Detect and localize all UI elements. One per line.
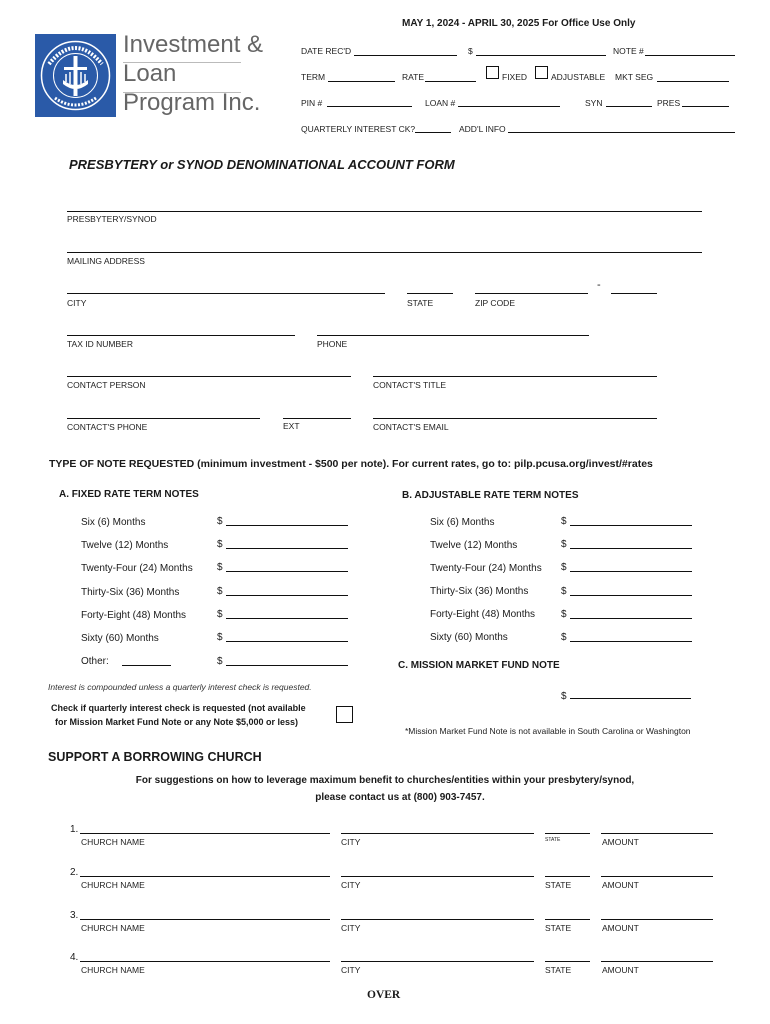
support-row-number: 4. xyxy=(70,952,79,963)
fixed-label: FIXED xyxy=(502,72,528,82)
church-name-field[interactable] xyxy=(80,833,330,834)
church-city-field[interactable] xyxy=(341,961,534,962)
city-label: CITY xyxy=(67,298,87,308)
contact-person-field[interactable] xyxy=(67,376,351,377)
fixed-heading: A. FIXED RATE TERM NOTES xyxy=(59,489,199,500)
church-name-field[interactable] xyxy=(80,961,330,962)
quarterly-ck-field[interactable] xyxy=(415,132,451,133)
fixed-dollar-sign: $ xyxy=(217,562,223,573)
fixed-term-36: Thirty-Six (36) Months xyxy=(81,587,180,598)
support-line-1: For suggestions on how to leverage maximum benefit to churches/entities within your presbytery/synod, xyxy=(135,775,635,786)
date-recd-label: DATE REC'D xyxy=(301,46,352,56)
city-field[interactable] xyxy=(67,293,385,294)
fixed-term-6: Six (6) Months xyxy=(81,517,146,528)
tax-id-label: TAX ID NUMBER xyxy=(67,339,133,349)
church-name-label: CHURCH NAME xyxy=(81,965,145,975)
mailing-label: MAILING ADDRESS xyxy=(67,256,145,266)
church-state-field[interactable] xyxy=(545,833,590,834)
adj-amount-field[interactable] xyxy=(570,618,692,619)
adj-amount-field[interactable] xyxy=(570,571,692,572)
church-name-field[interactable] xyxy=(80,919,330,920)
fixed-term-48: Forty-Eight (48) Months xyxy=(81,610,187,621)
church-amount-label: AMOUNT xyxy=(602,965,639,975)
adj-term-12: Twelve (12) Months xyxy=(430,540,518,551)
adj-amount-field[interactable] xyxy=(570,641,692,642)
mission-footnote: *Mission Market Fund Note is not available in South Carolina or Washington xyxy=(405,726,691,736)
note-type-heading: TYPE OF NOTE REQUESTED (minimum investment - $500 per note). For current rates, go to: pilp.pcusa.org/invest/#rates xyxy=(49,458,653,470)
logo-line-1: Investment & xyxy=(123,31,264,58)
mission-heading: C. MISSION MARKET FUND NOTE xyxy=(398,660,560,671)
contact-title-field[interactable] xyxy=(373,376,657,377)
loan-label: LOAN # xyxy=(425,98,456,108)
mission-amount-field[interactable] xyxy=(570,698,691,699)
adj-term-48: Forty-Eight (48) Months xyxy=(430,609,536,620)
fixed-term-12: Twelve (12) Months xyxy=(81,540,169,551)
church-state-field[interactable] xyxy=(545,919,590,920)
over-label: OVER xyxy=(367,989,401,1001)
rate-field[interactable] xyxy=(425,81,476,82)
church-city-label: CITY xyxy=(341,965,361,975)
support-row-number: 1. xyxy=(70,824,79,835)
adj-dollar-sign: $ xyxy=(561,539,567,550)
fixed-dollar-sign: $ xyxy=(217,656,223,667)
presbyterian-seal-logo xyxy=(35,34,116,117)
fixed-other-field[interactable] xyxy=(122,665,171,666)
pin-label: PIN # xyxy=(301,98,323,108)
fixed-amount-field[interactable] xyxy=(226,641,348,642)
presbytery-label: PRESBYTERY/SYNOD xyxy=(67,214,157,224)
note-label: NOTE # xyxy=(613,46,644,56)
adj-term-6: Six (6) Months xyxy=(430,517,495,528)
church-city-field[interactable] xyxy=(341,876,534,877)
logo-line-3: Program Inc. xyxy=(123,89,261,116)
support-row-number: 3. xyxy=(70,910,79,921)
contact-person-label: CONTACT PERSON xyxy=(67,380,146,390)
quarterly-check-line-2: for Mission Market Fund Note or any Note $5,000 or less) xyxy=(55,717,299,727)
note-field[interactable] xyxy=(645,55,735,56)
church-state-label: STATE xyxy=(545,965,572,975)
syn-label: SYN xyxy=(585,98,603,108)
adj-term-60: Sixty (60) Months xyxy=(430,632,508,643)
compound-note: Interest is compounded unless a quarterly interest check is requested. xyxy=(48,682,312,692)
adjustable-checkbox[interactable] xyxy=(535,66,548,79)
state-field[interactable] xyxy=(407,293,453,294)
contact-phone-field[interactable] xyxy=(67,418,260,419)
fixed-amount-field[interactable] xyxy=(226,618,348,619)
fixed-amount-field[interactable] xyxy=(226,665,348,666)
church-state-label: STATE xyxy=(545,837,561,843)
date-recd-field[interactable] xyxy=(354,55,457,56)
support-row-number: 2. xyxy=(70,867,79,878)
church-city-field[interactable] xyxy=(341,833,534,834)
mission-dollar: $ xyxy=(561,691,567,702)
contact-email-label: CONTACT'S EMAIL xyxy=(373,422,449,432)
presbytery-field[interactable] xyxy=(67,211,702,212)
church-amount-field[interactable] xyxy=(601,833,713,834)
fixed-amount-field[interactable] xyxy=(226,571,348,572)
zip-field[interactable] xyxy=(475,293,588,294)
church-amount-field[interactable] xyxy=(601,919,713,920)
rate-label: RATE xyxy=(402,72,425,82)
mkt-seg-label: MKT SEG xyxy=(615,72,654,82)
adj-term-24: Twenty-Four (24) Months xyxy=(430,563,542,574)
church-state-label: STATE xyxy=(545,880,572,890)
fixed-term-60: Sixty (60) Months xyxy=(81,633,159,644)
adj-term-36: Thirty-Six (36) Months xyxy=(430,586,529,597)
logo-wordmark xyxy=(123,30,263,117)
church-name-label: CHURCH NAME xyxy=(81,923,145,933)
fixed-amount-field[interactable] xyxy=(226,525,348,526)
contact-email-field[interactable] xyxy=(373,418,657,419)
adj-amount-field[interactable] xyxy=(570,548,692,549)
ext-field[interactable] xyxy=(283,418,351,419)
fixed-checkbox[interactable] xyxy=(486,66,499,79)
seal-icon xyxy=(35,34,116,117)
adj-dollar-sign: $ xyxy=(561,609,567,620)
contact-phone-label: CONTACT'S PHONE xyxy=(67,422,148,432)
church-state-field[interactable] xyxy=(545,961,590,962)
office-dollar-label: $ xyxy=(468,46,473,56)
fixed-dollar-sign: $ xyxy=(217,586,223,597)
pin-field[interactable] xyxy=(327,106,412,107)
fixed-dollar-sign: $ xyxy=(217,609,223,620)
church-name-label: CHURCH NAME xyxy=(81,880,145,890)
fixed-amount-field[interactable] xyxy=(226,595,348,596)
quarterly-interest-checkbox[interactable] xyxy=(336,706,353,723)
mkt-seg-field[interactable] xyxy=(657,81,729,82)
mailing-field[interactable] xyxy=(67,252,702,253)
fixed-dollar-sign: $ xyxy=(217,632,223,643)
term-label: TERM xyxy=(301,72,326,82)
adjustable-heading: B. ADJUSTABLE RATE TERM NOTES xyxy=(402,490,579,501)
adj-dollar-sign: $ xyxy=(561,632,567,643)
church-city-label: CITY xyxy=(341,837,361,847)
adj-dollar-sign: $ xyxy=(561,562,567,573)
church-state-label: STATE xyxy=(545,923,572,933)
fixed-dollar-sign: $ xyxy=(217,516,223,527)
pres-label: PRES xyxy=(657,98,681,108)
church-city-label: CITY xyxy=(341,880,361,890)
fixed-term-24: Twenty-Four (24) Months xyxy=(81,563,193,574)
term-field[interactable] xyxy=(328,81,395,82)
phone-field[interactable] xyxy=(317,335,589,336)
state-label: STATE xyxy=(407,298,434,308)
office-amount-field[interactable] xyxy=(476,55,606,56)
support-heading: SUPPORT A BORROWING CHURCH xyxy=(48,750,262,764)
form-title: PRESBYTERY or SYNOD DENOMINATIONAL ACCOUNT FORM xyxy=(69,157,455,172)
church-state-field[interactable] xyxy=(545,876,590,877)
adj-dollar-sign: $ xyxy=(561,516,567,527)
quarterly-ck-label: QUARTERLY INTEREST CK? xyxy=(301,124,416,134)
contact-title-label: CONTACT'S TITLE xyxy=(373,380,447,390)
adj-dollar-sign: $ xyxy=(561,586,567,597)
church-city-field[interactable] xyxy=(341,919,534,920)
loan-field[interactable] xyxy=(458,106,560,107)
church-amount-label: AMOUNT xyxy=(602,923,639,933)
syn-field[interactable] xyxy=(606,106,652,107)
logo-line-2: Loan xyxy=(123,60,177,87)
zip-dash: - xyxy=(597,279,601,291)
adjustable-label: ADJUSTABLE xyxy=(551,72,606,82)
fixed-other-label: Other: xyxy=(81,656,109,667)
ext-label: EXT xyxy=(283,421,300,431)
church-name-label: CHURCH NAME xyxy=(81,837,145,847)
church-amount-field[interactable] xyxy=(601,876,713,877)
addl-info-label: ADD'L INFO xyxy=(459,124,506,134)
fixed-amount-field[interactable] xyxy=(226,548,348,549)
adj-amount-field[interactable] xyxy=(570,525,692,526)
phone-label: PHONE xyxy=(317,339,348,349)
adj-amount-field[interactable] xyxy=(570,595,692,596)
support-line-2: please contact us at (800) 903-7457. xyxy=(315,792,485,803)
quarterly-check-line-1: Check if quarterly interest check is requested (not available xyxy=(51,703,306,713)
church-amount-label: AMOUNT xyxy=(602,837,639,847)
church-name-field[interactable] xyxy=(80,876,330,877)
church-city-label: CITY xyxy=(341,923,361,933)
zip-label: ZIP CODE xyxy=(475,298,515,308)
tax-id-field[interactable] xyxy=(67,335,295,336)
church-amount-field[interactable] xyxy=(601,961,713,962)
pres-field[interactable] xyxy=(682,106,729,107)
zip-ext-field[interactable] xyxy=(611,293,657,294)
addl-info-field[interactable] xyxy=(508,132,735,133)
office-period: MAY 1, 2024 - APRIL 30, 2025 For Office Use Only xyxy=(402,18,636,29)
church-amount-label: AMOUNT xyxy=(602,880,639,890)
fixed-dollar-sign: $ xyxy=(217,539,223,550)
